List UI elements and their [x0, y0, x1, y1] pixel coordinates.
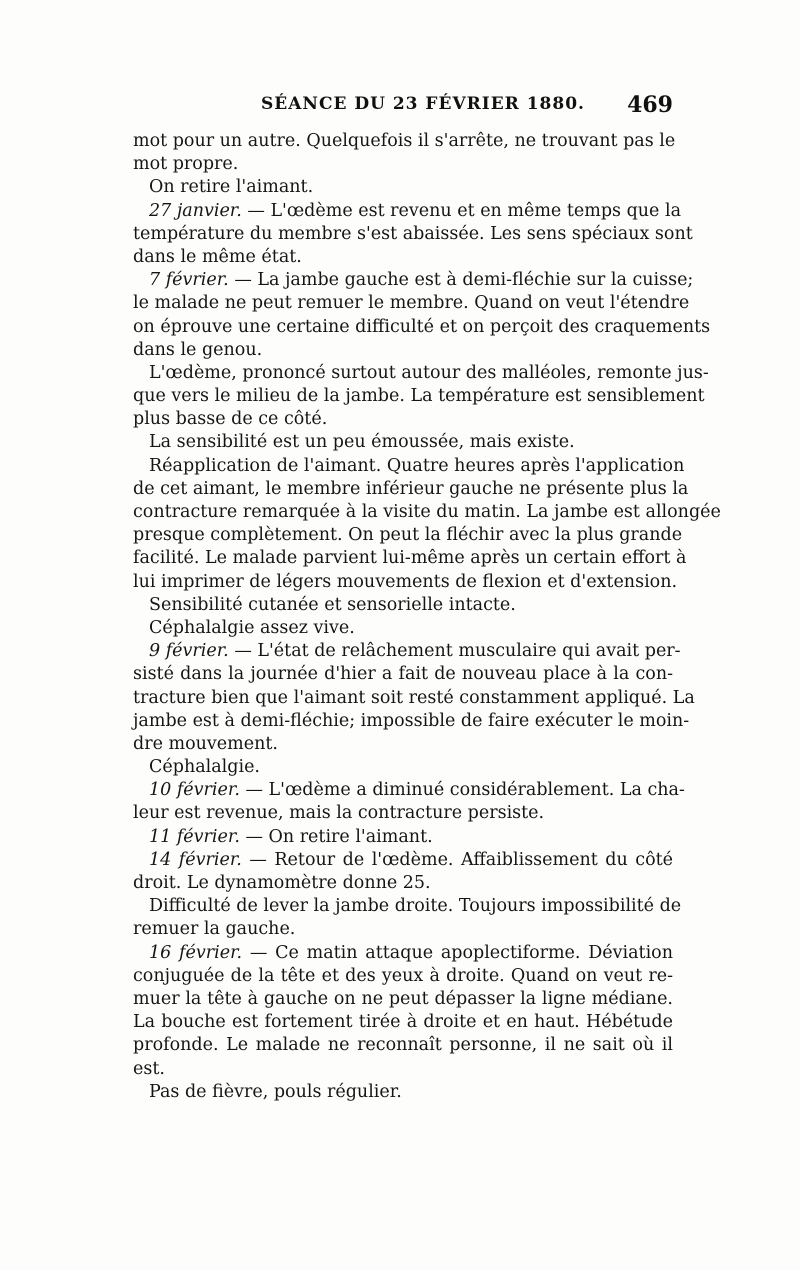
line-text: de cet aimant, le membre inférieur gauche ne présente plus la: [133, 478, 689, 499]
line-text: Sensibilité cutanée et sensorielle intacte.: [149, 594, 516, 615]
text-line: [133, 223, 693, 246]
line-text: conjuguée de la tête et des yeux à droite. Quand on veut re-: [133, 965, 673, 986]
text-line: [133, 455, 685, 478]
line-text: — Retour de l'œdème. Affaiblissement du côté: [241, 849, 673, 870]
line-text: est.: [133, 1058, 165, 1079]
line-text: plus basse de ce côté.: [133, 409, 328, 430]
line-text: dans le même état.: [133, 246, 302, 267]
line-text: leur est revenue, mais la contracture persiste.: [133, 803, 545, 824]
entry-date: 11 février.: [149, 826, 240, 847]
line-text: Difficulté de lever la jambe droite. Toujours impossibilité de: [149, 896, 682, 917]
text-line: [133, 385, 705, 408]
line-text: mot pour un autre. Quelquefois il s'arrête, ne trouvant pas le: [133, 131, 676, 151]
text-line: [133, 918, 673, 941]
text-line: [133, 431, 673, 454]
text-line: [133, 733, 673, 756]
text-line: [133, 687, 695, 710]
text-line: [133, 617, 673, 640]
text-line: [133, 895, 682, 918]
entry-date: 16 février.: [149, 942, 243, 963]
text-line: [133, 269, 694, 292]
text-line: [133, 826, 673, 849]
line-text: — L'œdème a diminué considérablement. La cha-: [239, 780, 685, 801]
entry-date: 27 janvier.: [149, 200, 242, 221]
text-line: [133, 547, 687, 570]
text-line: [133, 130, 676, 153]
line-text: jambe est à demi-fléchie; impossible de faire exécuter le moin-: [133, 710, 690, 731]
text-line: [133, 663, 673, 686]
entry-date: 7 février.: [149, 270, 229, 291]
line-text: — La jambe gauche est à demi-fléchie sur la cuisse;: [228, 270, 694, 291]
text-line: [133, 571, 678, 594]
line-text: droit. Le dynamomètre donne 25.: [133, 873, 431, 893]
line-text: Céphalalgie.: [149, 757, 260, 778]
text-line: [133, 1034, 673, 1057]
text-line: [133, 200, 682, 223]
line-text: température du membre s'est abaissée. Les sens spéciaux sont: [133, 223, 693, 244]
text-line: [133, 756, 673, 779]
line-text: — L'état de relâchement musculaire qui avait per-: [228, 641, 681, 662]
text-line: [133, 478, 689, 501]
line-text: mot propre.: [133, 154, 239, 175]
line-text: — Ce matin attaque apoplectiforme. Déviation: [242, 942, 673, 963]
text-line: [133, 246, 673, 269]
line-text: contracture remarquée à la visite du matin. La jambe est allongée: [133, 502, 721, 522]
line-text: Réapplication de l'aimant. Quatre heures après l'application: [149, 455, 685, 476]
line-text: facilité. Le malade parvient lui-même après un certain effort à: [133, 548, 687, 569]
line-text: tracture bien que l'aimant soit resté constamment appliqué. La: [133, 687, 695, 708]
line-text: on éprouve une certaine difficulté et on perçoit des craquements: [133, 316, 711, 337]
page-header: [133, 92, 673, 122]
text-line: [133, 1058, 673, 1081]
line-text: remuer la gauche.: [133, 919, 296, 940]
line-text: lui imprimer de légers mouvements de flexion et d'extension.: [133, 571, 678, 592]
line-text: presque complètement. On peut la fléchir avec la plus grande: [133, 525, 683, 546]
text-line: [133, 779, 685, 802]
text-line: [133, 153, 673, 176]
line-text: dans le genou.: [133, 339, 263, 360]
text-line: [133, 710, 690, 733]
line-text: profonde. Le malade ne reconnaît personne, il ne sait où il: [133, 1035, 673, 1056]
line-text: On retire l'aimant.: [149, 177, 314, 198]
line-text: La bouche est fortement tirée à droite et en haut. Hébétude: [133, 1012, 673, 1033]
text-line: [133, 802, 673, 825]
text-line: [133, 316, 711, 339]
line-text: L'œdème, prononcé surtout autour des malléoles, remonte jus-: [149, 362, 709, 383]
page-body-text: [133, 130, 721, 1104]
text-line: [133, 872, 673, 895]
line-text: Pas de fièvre, pouls régulier.: [149, 1081, 402, 1102]
line-text: — On retire l'aimant.: [239, 826, 433, 847]
page-number: 469: [627, 92, 673, 118]
line-text: La sensibilité est un peu émoussée, mais existe.: [149, 432, 575, 453]
text-line: [133, 176, 673, 199]
running-title: SÉANCE DU 23 FÉVRIER 1880.: [261, 94, 585, 114]
text-line: [133, 362, 709, 385]
line-text: dre mouvement.: [133, 733, 278, 754]
text-line: [133, 1011, 673, 1034]
entry-date: 9 février.: [149, 641, 229, 662]
text-line: [133, 640, 681, 663]
text-line: [133, 339, 673, 362]
text-line: [133, 1081, 673, 1104]
line-text: — L'œdème est revenu et en même temps que la: [241, 200, 682, 221]
line-text: Céphalalgie assez vive.: [149, 617, 355, 638]
entry-date: 14 février.: [149, 849, 242, 870]
line-text: muer la tête à gauche on ne peut dépasser la ligne médiane.: [133, 988, 673, 1009]
text-line: [133, 524, 683, 547]
text-line: [133, 408, 673, 431]
line-text: que vers le milieu de la jambe. La température est sensiblement: [133, 386, 705, 407]
text-line: [133, 594, 673, 617]
text-line: [133, 501, 721, 524]
line-text: le malade ne peut remuer le membre. Quand on veut l'étendre: [133, 293, 690, 314]
line-text: sisté dans la journée d'hier a fait de nouveau place à la con-: [133, 664, 673, 685]
text-line: [133, 849, 673, 872]
text-line: [133, 965, 673, 988]
entry-date: 10 février.: [149, 780, 240, 801]
text-line: [133, 292, 690, 315]
text-line: [133, 942, 673, 965]
text-line: [133, 988, 673, 1011]
